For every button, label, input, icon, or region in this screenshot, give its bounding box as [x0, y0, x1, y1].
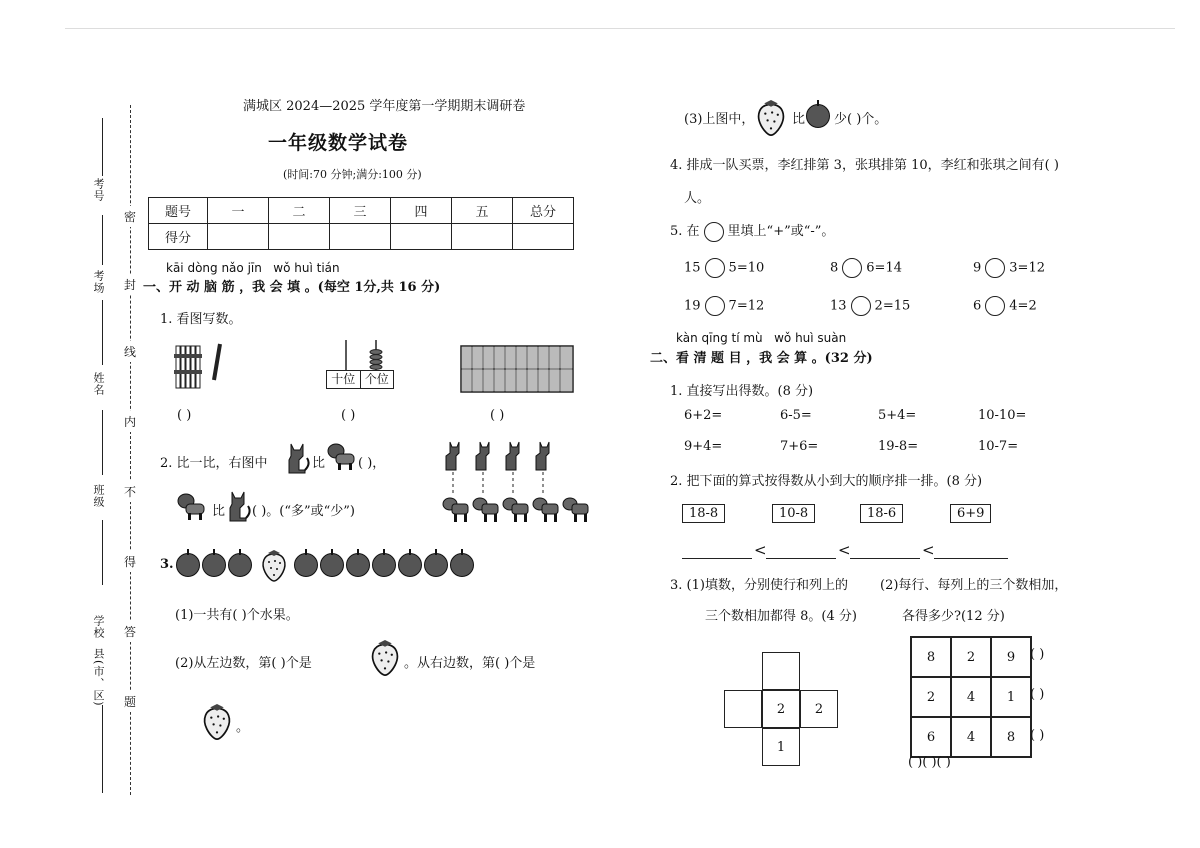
calc-item[interactable]: 7+6= [780, 439, 819, 454]
answer-line[interactable] [934, 558, 1008, 559]
expr-box: 18-6 [860, 504, 903, 523]
equation: 9 3=12 [973, 258, 1045, 278]
strawberry-icon [259, 548, 289, 582]
operator-circle[interactable] [985, 258, 1005, 278]
equation: 6 4=2 [973, 296, 1037, 316]
calc-item[interactable]: 10-7= [978, 439, 1019, 454]
p2-q3-2a: (2)每行、每列上的三个数相加， [880, 578, 1068, 593]
equation: 15 5=10 [684, 258, 764, 278]
cross-cell: 2 [800, 690, 838, 728]
fruit-row [176, 548, 476, 582]
score-header: 一 [208, 198, 269, 224]
apple-icon [424, 553, 448, 577]
calc-item[interactable]: 6-5= [780, 408, 812, 423]
seal-char: 内 [124, 411, 136, 432]
grid-cell: 6 [911, 717, 951, 757]
q1-text: 1. 看图写数。 [160, 312, 242, 327]
score-header: 三 [330, 198, 391, 224]
equation: 8 6=14 [830, 258, 902, 278]
strawberry-icon [754, 96, 788, 138]
q2-text-a: 2. 比一比，右图中 [160, 456, 268, 471]
q2-blank-1[interactable]: ( )， [358, 456, 386, 471]
strawberry-icon [368, 636, 402, 678]
part2-pinyin: kàn qīng tí mù wǒ huì suàn [676, 331, 847, 345]
q4-text: 4. 排成一队买票，李红排第 3，张琪排第 10，李红和张琪之间有( ) [670, 158, 1059, 173]
apple-icon [346, 553, 370, 577]
q2-text-d: 比 [212, 504, 226, 519]
apple-icon [228, 553, 252, 577]
operator-circle[interactable] [705, 296, 725, 316]
exam-title-line: 满城区 2024—2025 学年度第一学期期末调研卷 [243, 99, 526, 114]
cross-cell: 2 [762, 690, 800, 728]
row-sum-blank[interactable]: ( ) [1030, 647, 1045, 662]
q1-answer-blank[interactable]: ( ) [490, 408, 505, 423]
grid-cell: 4 [951, 717, 991, 757]
seal-char: 密 [124, 206, 136, 227]
seal-char: 线 [124, 341, 136, 362]
less-than: < [838, 541, 851, 559]
operator-circle[interactable] [851, 296, 871, 316]
apple-icon [398, 553, 422, 577]
seal-char: 得 [124, 551, 136, 572]
calc-item[interactable]: 19-8= [878, 439, 919, 454]
score-header: 五 [452, 198, 513, 224]
part1-pinyin: kāi dòng nǎo jīn wǒ huì tián [166, 261, 340, 275]
p2-q3-2b: 各得多少?(12 分) [902, 609, 1005, 624]
apple-icon [450, 553, 474, 577]
score-cell[interactable] [391, 224, 452, 250]
seal-char: 题 [124, 691, 136, 712]
expr-box: 6+9 [950, 504, 991, 523]
number-grid [910, 636, 1032, 758]
equation: 13 2=15 [830, 296, 910, 316]
cross-cell[interactable] [724, 690, 762, 728]
p2-q3-1b: 三个数相加都得 8。(4 分) [705, 609, 857, 624]
score-cell[interactable] [513, 224, 574, 250]
answer-line[interactable] [766, 558, 836, 559]
field-line [102, 215, 103, 265]
p2-q2-text: 2. 把下面的算式按得数从小到大的顺序排一排。(8 分) [670, 474, 983, 489]
p2-q1-text: 1. 直接写出得数。(8 分) [670, 384, 814, 399]
apple-icon [320, 553, 344, 577]
q5-text [670, 220, 834, 242]
less-than: < [754, 541, 767, 559]
q3-3-text-c[interactable]: 少( )个。 [834, 112, 888, 127]
block-grid-icon [460, 345, 574, 393]
sticks-icon [172, 340, 228, 390]
field-line [102, 300, 103, 365]
field-line [102, 118, 103, 176]
field-county: 县(市、区) [92, 648, 105, 707]
grid-cell: 1 [991, 677, 1031, 717]
operator-circle[interactable] [705, 258, 725, 278]
cross-cell: 1 [762, 728, 800, 766]
q3-2-text-b: 。从右边数，第( )个是 [404, 656, 536, 671]
less-than: < [922, 541, 935, 559]
field-line [102, 410, 103, 475]
score-row-label: 得分 [149, 224, 208, 250]
part1-heading: 一、开 动 脑 筋 ，我 会 填 。(每空 1分,共 16 分) [143, 280, 441, 295]
score-cell[interactable] [330, 224, 391, 250]
q1-answer-blank[interactable]: ( ) [177, 408, 192, 423]
cats-dogs-picture [442, 438, 592, 530]
score-header: 总分 [513, 198, 574, 224]
grid-cell: 8 [911, 637, 951, 677]
grid-cell: 2 [951, 637, 991, 677]
row-sum-blank[interactable]: ( ) [1030, 687, 1045, 702]
abacus-tens-label: 十位 [327, 371, 361, 388]
grid-cell: 2 [911, 677, 951, 717]
q2-blank-2[interactable]: ( )。(“多”或“少”) [252, 504, 356, 519]
expr-box: 10-8 [772, 504, 815, 523]
row-sum-blank[interactable]: ( ) [1030, 728, 1045, 743]
answer-line[interactable] [850, 558, 920, 559]
field-name: 姓名 [92, 372, 105, 396]
q1-answer-blank[interactable]: ( ) [341, 408, 356, 423]
answer-line[interactable] [682, 558, 752, 559]
apple-icon [176, 553, 200, 577]
score-cell[interactable] [269, 224, 330, 250]
circle-blank-icon [704, 222, 724, 242]
q5-text-b: 里填上“+”或“-”。 [727, 224, 835, 239]
operator-circle[interactable] [842, 258, 862, 278]
grid-cell: 8 [991, 717, 1031, 757]
field-room: 考场 [92, 270, 105, 294]
page-title: 一年级数学试卷 [268, 132, 409, 154]
grid-cell: 9 [991, 637, 1031, 677]
q2-text-b: 比 [312, 456, 326, 471]
field-line [102, 520, 103, 585]
strawberry-icon [200, 700, 234, 742]
abacus-ones-label: 个位 [364, 372, 389, 386]
score-header: 二 [269, 198, 330, 224]
score-header: 题号 [149, 198, 208, 224]
expr-box: 18-8 [682, 504, 725, 523]
q5-text-a: 5. 在 [670, 224, 700, 239]
q4-text-b: 人。 [684, 191, 711, 206]
cross-cell[interactable] [762, 652, 800, 690]
p2-q3-1a: 3. (1)填数，分别使行和列上的 [670, 578, 848, 593]
q3-3-text-a: (3)上图中， [684, 112, 755, 127]
grid-cell: 4 [951, 677, 991, 717]
seal-char: 封 [124, 274, 136, 295]
score-table [148, 197, 574, 250]
top-rule [65, 28, 1175, 29]
equation: 19 7=12 [684, 296, 764, 316]
field-school: 学校 [92, 615, 105, 639]
q3-2-text-a: (2)从左边数，第( )个是 [175, 656, 312, 671]
calc-item[interactable]: 10-10= [978, 408, 1027, 423]
score-cell[interactable] [452, 224, 513, 250]
q3-3-text-b: 比 [792, 112, 806, 127]
cat-icon [226, 488, 252, 524]
q3-2-text-c: 。 [236, 720, 250, 735]
operator-circle[interactable] [985, 296, 1005, 316]
time-info: (时间:70 分钟;满分:100 分) [283, 168, 422, 181]
column-sum-blanks[interactable]: ( )( )( ) [908, 755, 951, 770]
cat-icon [285, 440, 311, 474]
calc-item[interactable]: 9+4= [684, 439, 723, 454]
dog-icon [326, 442, 358, 472]
apple-icon [202, 553, 226, 577]
score-cell[interactable] [208, 224, 269, 250]
q3-1-text: (1)一共有( )个水果。 [175, 608, 299, 623]
dog-icon [176, 492, 208, 522]
apple-icon [294, 553, 318, 577]
apple-icon [806, 104, 830, 128]
apple-icon [372, 553, 396, 577]
calc-item[interactable]: 5+4= [878, 408, 917, 423]
field-class: 班级 [92, 484, 105, 508]
calc-item[interactable]: 6+2= [684, 408, 723, 423]
seal-char: 答 [124, 621, 136, 642]
part2-heading: 二、看 清 题 目 ，我 会 算 。(32 分) [650, 351, 873, 366]
field-exam-no: 考号 [92, 178, 105, 202]
q3-label: 3. [160, 557, 174, 572]
seal-char: 不 [124, 481, 136, 502]
abacus-base [326, 370, 394, 389]
field-line [102, 705, 103, 793]
score-header: 四 [391, 198, 452, 224]
